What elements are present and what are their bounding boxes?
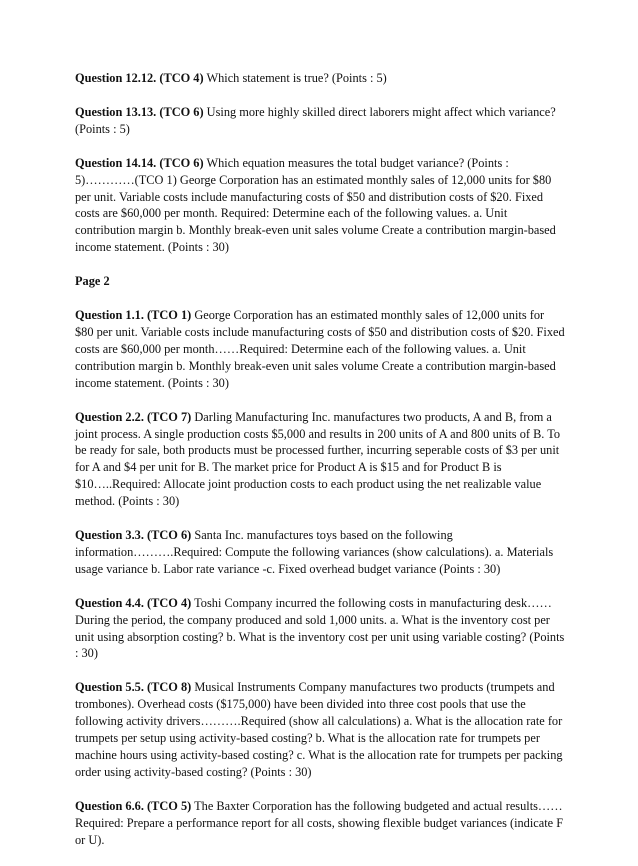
question-6-label: Question 6.6. (TCO 5) [75, 798, 192, 813]
question-12-label: Question 12.12. (TCO 4) [75, 71, 204, 85]
question-5-label: Question 5.5. (TCO 8) [75, 680, 192, 695]
question-13-label: Question 13.13. (TCO 6) [75, 104, 204, 119]
question-4-text: Toshi Company incurred the following costs in manufacturing desk……During the period, the company produced and sold 1,000 units. a. What is the inventory cost per unit using absorption costing? b. What is the inventory cost per unit using variable costing? (Points : 30) [75, 595, 565, 661]
question-5-text: Musical Instruments Company manufactures two products (trumpets and trombones). Overhead costs ($175,000) have been divided into three cost pools that use the following activity drivers……….Required (show all calculations) a. What is the allocation rate for trumpets per setup using activity-based costing? b. What is the allocation rate for trumpets per machine hours using activity-based costing? c. What is the allocation rate for trumpets per packing order using activity-based costing? (Points : 30) [75, 680, 563, 779]
page-heading: Page 2 [75, 274, 110, 289]
question-5 [75, 679, 565, 780]
question-14 [75, 155, 565, 256]
question-2-text: Darling Manufacturing Inc. manufactures two products, A and B, from a joint process. A single production costs $5,000 and results in 200 units of A and 800 units of B. To be ready for sale, both products must be processed further, incurring seperable costs of $3 per unit for A and $4 per unit for B. The market price for Product A is $15 and for Product B is $10…..Required: Allocate joint production costs to each product using the net realizable value method. (Points : 30) [75, 409, 561, 509]
question-14-label: Question 14.14. (TCO 6) [75, 155, 204, 170]
question-13-text: Using more highly skilled direct laborers might affect which variance? (Points : 5) [75, 104, 556, 136]
question-12 [75, 70, 565, 87]
question-2 [75, 409, 565, 510]
question-14-text: Which equation measures the total budget variance? (Points : 5)…………(TCO 1) George Corporation has an estimated monthly sales of 12,000 units for $80 per unit. Variable costs include manufacturing costs of $50 and distribution costs of $20. Fixed costs are $60,000 per month. Required: Determine each of the following values. a. Unit contribution margin b. Monthly break-even unit sales volume Create a contribution margin-based income statement. (Points : 30) [75, 155, 556, 255]
question-6 [75, 798, 565, 849]
question-3-label: Question 3.3. (TCO 6) [75, 528, 192, 543]
question-4-label: Question 4.4. (TCO 4) [75, 595, 192, 610]
question-2-label: Question 2.2. (TCO 7) [75, 409, 192, 424]
question-6-text: The Baxter Corporation has the following budgeted and actual results……Required: Prepare a performance report for all costs, showing flexible budget variances (indicate F or U). [75, 798, 564, 847]
question-3 [75, 527, 565, 578]
question-3-text: Santa Inc. manufactures toys based on the following information……….Required: Compute the following variances (show calculations). a. Materials usage variance b. Labor rate variance -c. Fixed overhead budget variance (Points : 30) [75, 528, 554, 576]
question-13 [75, 104, 565, 138]
question-12-text: Which statement is true? (Points : 5) [203, 71, 387, 85]
question-1 [75, 307, 565, 392]
question-1-text: George Corporation has an estimated monthly sales of 12,000 units for $80 per unit. Variable costs include manufacturing costs of $50 and distribution costs of $20. Fixed costs are $60,000 per month……Required: Determine each of the following values. a. Unit contribution margin b. Monthly break-even unit sales volume Create a contribution margin-based income statement. (Points : 30) [75, 308, 565, 390]
question-1-label: Question 1.1. (TCO 1) [75, 308, 192, 323]
question-4 [75, 595, 565, 663]
document-content [75, 70, 565, 866]
